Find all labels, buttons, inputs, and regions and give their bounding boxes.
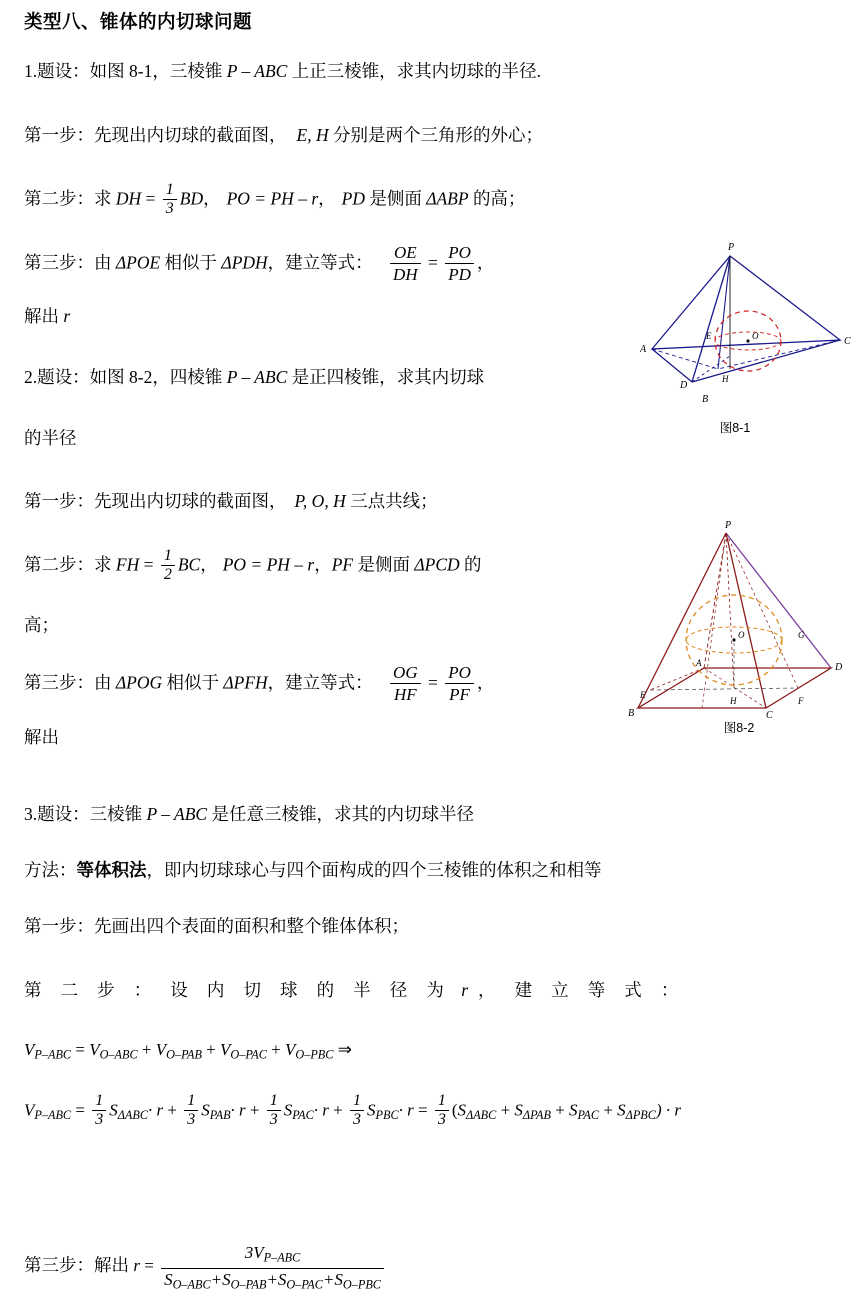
page-title: 类型八、锥体的内切球问题: [24, 11, 253, 32]
problem3-method-label: 方法：: [24, 860, 77, 880]
problem3-setup: [24, 801, 474, 827]
fraction-denominator: 3: [184, 1110, 198, 1129]
problem2-setup-italic: P – ABC: [226, 367, 288, 387]
eq1-t1-sub: O–ABC: [99, 1047, 138, 1062]
figure-8-2-caption: 图8-2: [723, 721, 755, 735]
eq2-dot4: · r: [398, 1100, 414, 1120]
problem2-step2-comma2: ，: [314, 554, 332, 575]
problem1-step2-text-b: 是侧面: [364, 188, 427, 209]
frac-den-s2-sub: O–PAB: [230, 1277, 267, 1292]
fig1-label-H: H: [722, 374, 729, 384]
eq1-lhs-sub: P–ABC: [34, 1047, 72, 1062]
problem3-step3-text: 解出: [94, 1254, 134, 1275]
problem3-step3-equals: =: [144, 1255, 154, 1275]
problem3-setup-text-a: 三棱锥: [89, 804, 147, 824]
problem1-step3-tail-text: 解出: [24, 306, 64, 326]
eq1-t3-v: V: [220, 1040, 231, 1059]
fraction-denominator: 3: [267, 1110, 281, 1129]
problem3-step3-r: r: [133, 1255, 140, 1275]
problem1-step1-text-a: 先现出内切球的截面图，: [94, 125, 287, 145]
eq2-plus-3: +: [333, 1100, 343, 1120]
problem1-step3-text-c: ，建立等式：: [267, 252, 373, 273]
problem2-step2-text-a: 求: [94, 554, 116, 575]
problem2-step3: [24, 663, 494, 706]
problem3-step1-label: 第一步：: [24, 916, 94, 936]
problem2-step3-triangle1: ΔPOG: [115, 672, 163, 693]
problem2-step1-italic: P, O, H: [294, 491, 346, 511]
problem3-setup-italic: P – ABC: [146, 804, 208, 824]
problem2-step2-text-c: 的: [459, 554, 482, 575]
fraction-denominator: 3: [350, 1110, 364, 1129]
problem3-equation-1: [24, 1040, 352, 1062]
eq2-dot2: · r: [230, 1100, 246, 1120]
fig2-label-A: A: [696, 658, 702, 668]
eq2-equals-2: =: [418, 1100, 428, 1120]
problem1-step2-pd: PD: [341, 188, 365, 209]
eq2-s4-sub: PBC: [375, 1107, 399, 1122]
frac-den-plus-3: +: [322, 1270, 335, 1290]
problem2-step2-text-d: 高；: [24, 615, 59, 635]
eq2-equals: =: [75, 1100, 85, 1120]
fig2-label-E: E: [640, 690, 646, 700]
frac-den-s2: S: [222, 1270, 231, 1290]
problem2-setup-cont: [24, 425, 77, 451]
fraction-denominator: 3: [163, 199, 177, 218]
problem2-step2-cont: [24, 612, 59, 638]
problem1-step3: [24, 243, 494, 286]
problem1-setup-text-b: 上正三棱锥，求其内切球的半径.: [287, 61, 542, 81]
problem2-step2-bc: BC: [177, 554, 201, 575]
eq2-r2-sub: ΔPAB: [522, 1107, 551, 1122]
problem1-step3-tail-r: r: [63, 306, 71, 326]
problem1-step3-triangle2: ΔPDH: [221, 252, 268, 273]
eq2-rplus-3: +: [603, 1100, 613, 1120]
eq1-t1-v: V: [89, 1040, 100, 1059]
problem2-step1: [24, 488, 438, 514]
problem2-setup-text-b: 是正四棱锥，求其内切球: [287, 367, 485, 387]
eq2-r4-sub: ΔPBC: [625, 1107, 656, 1122]
eq2-fraction-1: [92, 1092, 106, 1129]
fraction-numerator: 1: [187, 1092, 196, 1109]
eq2-close-paren: ) · r: [655, 1100, 681, 1120]
problem1-step2-fraction: [163, 181, 177, 218]
fraction-denominator: [161, 1268, 384, 1295]
fraction-numerator: 1: [165, 181, 174, 198]
eq2-r3-sub: PAC: [577, 1107, 600, 1122]
eq2-r2: S: [514, 1100, 523, 1120]
fraction-denominator: 2: [161, 565, 175, 584]
frac-den-plus-1: +: [210, 1270, 223, 1290]
fraction-numerator: PO: [448, 243, 471, 262]
fraction-denominator: HF: [390, 683, 421, 705]
problem3-step2-r: r: [461, 980, 468, 1000]
problem2-setup-text-a: 如图 8-2，四棱锥: [89, 367, 227, 387]
fraction-denominator: PD: [445, 263, 474, 285]
problem1-step3-text-b: 相似于: [160, 252, 222, 273]
eq2-s3: S: [283, 1100, 293, 1120]
problem1-step3-fraction-right: [445, 242, 474, 285]
eq2-s3-sub: PAC: [292, 1107, 314, 1122]
eq2-s2-sub: PAB: [209, 1107, 231, 1122]
problem1-step3-text-a: 由: [94, 252, 116, 273]
problem2-step3-tail-text: 解出: [24, 727, 59, 747]
problem3-setup-label: 3.题设：: [24, 804, 90, 824]
figure-8-1: [640, 236, 855, 435]
eq2-s2: S: [201, 1100, 210, 1120]
problem1-step3-tail: [24, 303, 70, 329]
problem1-step2-po: PO = PH – r: [226, 188, 319, 209]
problem2-setup-text-c: 的半径: [24, 428, 77, 448]
problem3-equation-2: [24, 1093, 681, 1130]
eq1-t2-v: V: [155, 1040, 167, 1059]
eq2-open-paren: (: [451, 1100, 458, 1120]
eq2-lhs-sub: P–ABC: [34, 1107, 72, 1122]
eq1-t2-sub: O–PAB: [166, 1047, 202, 1062]
eq2-fraction-3: [267, 1092, 281, 1129]
eq2-r1-sub: ΔABC: [466, 1107, 497, 1122]
problem1-step2-bd: BD: [179, 188, 204, 209]
problem1-step2-eq: =: [145, 188, 156, 209]
fraction-numerator: [161, 1242, 384, 1268]
eq2-fraction-4: [350, 1092, 364, 1129]
problem3-step2-spaced: 第 二 步 ： 设 内 切 球 的 半 径 为: [24, 980, 452, 1000]
frac-den-s4-sub: O–PBC: [342, 1277, 381, 1292]
frac-den-s1: S: [164, 1270, 173, 1290]
fraction-numerator: 1: [95, 1092, 104, 1109]
fraction-denominator: 3: [435, 1110, 449, 1129]
problem3-step2: [24, 977, 686, 1003]
problem2-step3-text-c: ，建立等式：: [267, 672, 373, 693]
fig1-label-B: B: [702, 394, 709, 405]
problem2-step2-eq: =: [143, 554, 154, 575]
problem1-step3-eq: =: [427, 252, 438, 273]
problem1-step2-comma2: ，: [318, 188, 336, 209]
problem2-step2-text-b: 是侧面: [353, 554, 415, 575]
fig2-label-C: C: [766, 710, 773, 721]
eq1-plus-2: +: [206, 1040, 216, 1059]
fraction-numerator: 1: [353, 1092, 362, 1109]
figure-8-1-svg: [640, 236, 855, 426]
fig2-label-B: B: [628, 708, 635, 719]
frac-den-s1-sub: O–ABC: [172, 1277, 211, 1292]
figure-8-1-caption: 图8-1: [719, 421, 751, 435]
eq2-dot3: · r: [313, 1100, 329, 1120]
problem2-step1-text-b: 三点共线；: [345, 491, 438, 511]
problem1-step2: [24, 182, 525, 219]
eq2-plus-2: +: [249, 1100, 260, 1120]
problem2-step3-text-a: 由: [94, 672, 116, 693]
problem3-step3-fraction: [161, 1242, 384, 1296]
problem2-step3-label: 第三步：: [24, 672, 94, 693]
fig1-label-E: E: [706, 331, 712, 341]
fraction-denominator: DH: [390, 263, 421, 285]
problem1-step3-label: 第三步：: [24, 252, 94, 273]
problem1-step2-label: 第二步：: [24, 188, 94, 209]
fraction-denominator: 3: [92, 1110, 106, 1129]
problem3-step2-spaced-tail: ， 建 立 等 式 ：: [478, 980, 686, 1000]
fraction-numerator: 1: [269, 1092, 278, 1109]
problem1-step1-text-b: 分别是两个三角形的外心；: [328, 125, 543, 145]
figure-8-2-svg: [626, 518, 851, 733]
problem2-step2-comma1: ，: [200, 554, 218, 575]
problem3-method-bold: 等体积法: [76, 860, 147, 880]
problem1-step3-fraction-left: [390, 242, 421, 285]
problem2-step2-triangle: ΔPCD: [414, 554, 460, 575]
fig2-label-F: F: [798, 696, 804, 706]
eq2-r1: S: [457, 1100, 467, 1120]
problem2-step2-label: 第二步：: [24, 554, 94, 575]
fig2-label-H: H: [730, 696, 737, 706]
problem2-setup: [24, 364, 484, 390]
fig1-label-A: A: [640, 344, 647, 355]
fraction-denominator: PF: [445, 683, 474, 705]
eq1-t4-v: V: [284, 1040, 296, 1059]
problem1-step2-text-a: 求: [94, 188, 116, 209]
problem1-setup-text-a: 如图 8-1，三棱锥: [89, 61, 227, 81]
eq1-lhs-v: V: [24, 1040, 35, 1059]
eq1-plus-1: +: [141, 1040, 152, 1059]
problem2-step2-po: PO = PH – r: [222, 554, 315, 575]
eq2-s1: S: [109, 1100, 118, 1120]
problem2-step2-fraction: [161, 547, 175, 584]
problem1-step3-triangle1: ΔPOE: [115, 252, 161, 273]
fraction-numerator: 1: [437, 1092, 446, 1109]
eq2-plus-1: +: [167, 1100, 177, 1120]
eq2-r3: S: [569, 1100, 578, 1120]
fig1-label-C: C: [844, 336, 851, 347]
problem3-method: [24, 857, 602, 883]
eq2-rplus-2: +: [555, 1100, 565, 1120]
frac-den-s3-sub: O–PAC: [286, 1277, 323, 1292]
problem2-step3-triangle2: ΔPFH: [223, 672, 268, 693]
fig2-label-P: P: [725, 520, 732, 531]
problem3-step3-label: 第三步：: [24, 1254, 94, 1275]
fraction-numerator: 1: [163, 547, 172, 564]
problem3-method-text: ，即内切球球心与四个面构成的四个三棱锥的体积之和相等: [146, 860, 602, 880]
problem2-step2-fh: FH: [115, 554, 140, 575]
problem2-step3-text-b: 相似于: [162, 672, 224, 693]
problem2-step2: [24, 548, 482, 585]
fig1-label-P: P: [728, 242, 735, 253]
eq2-dot1: · r: [147, 1100, 164, 1120]
fig1-label-O: O: [752, 331, 759, 341]
problem1-setup: [24, 58, 541, 84]
eq2-s1-sub: ΔABC: [117, 1107, 148, 1122]
eq2-lhs-v: V: [24, 1100, 35, 1120]
problem3-step1: [24, 913, 409, 939]
problem2-setup-label: 2.题设：: [24, 367, 90, 387]
eq1-t4-sub: O–PBC: [295, 1047, 334, 1062]
frac-den-s3: S: [277, 1270, 287, 1290]
problem2-step1-text-a: 先现出内切球的截面图，: [94, 491, 287, 511]
problem3-step1-text: 先画出四个表面的面积和整个锥体体积；: [94, 916, 409, 936]
problem2-step2-pf: PF: [331, 554, 354, 575]
problem2-step3-fraction-right: [445, 662, 474, 705]
eq1-plus-3: +: [271, 1040, 281, 1059]
eq2-s4: S: [367, 1100, 376, 1120]
eq1-t3-sub: O–PAC: [230, 1047, 267, 1062]
figure-8-2: [626, 518, 851, 733]
problem3-setup-text-b: 是任意三棱锥，求其的内切球半径: [207, 804, 474, 824]
frac-num-sub: P–ABC: [263, 1250, 301, 1265]
problem2-step3-eq: =: [427, 672, 438, 693]
eq2-r4: S: [617, 1100, 626, 1120]
fig2-label-G: G: [798, 630, 805, 640]
problem1-step3-comma: ，: [476, 252, 495, 273]
eq2-fraction-2: [184, 1092, 198, 1129]
eq1-implies: ⇒: [337, 1040, 352, 1059]
frac-den-s4: S: [334, 1270, 343, 1290]
fig2-label-D: D: [835, 662, 843, 673]
frac-num-v: 3V: [244, 1243, 264, 1262]
problem1-step2-text-c: 的高；: [468, 188, 526, 209]
problem2-step3-comma: ，: [476, 672, 495, 693]
eq2-fraction-right: [435, 1092, 449, 1129]
problem1-setup-italic: P – ABC: [226, 61, 288, 81]
problem1-step2-dh: DH: [115, 188, 142, 209]
problem2-step1-label: 第一步：: [24, 491, 94, 511]
eq1-equals: =: [75, 1040, 85, 1059]
fraction-numerator: PO: [448, 663, 471, 682]
problem2-step3-fraction-left: [390, 662, 421, 705]
fraction-numerator: OE: [393, 243, 417, 262]
problem1-step1-italic: E, H: [296, 125, 329, 145]
problem2-step3-tail: [24, 724, 59, 750]
eq2-rplus-1: +: [500, 1100, 511, 1120]
frac-den-plus-2: +: [266, 1270, 278, 1290]
fraction-numerator: OG: [393, 663, 418, 682]
problem1-step2-triangle: ΔABP: [426, 188, 469, 209]
fig1-label-D: D: [680, 380, 688, 391]
fig2-label-O: O: [738, 630, 745, 640]
problem1-step2-comma1: ，: [203, 188, 221, 209]
problem1-setup-label: 1.题设：: [24, 61, 90, 81]
problem1-step1: [24, 122, 543, 148]
problem1-step1-label: 第一步：: [24, 125, 94, 145]
